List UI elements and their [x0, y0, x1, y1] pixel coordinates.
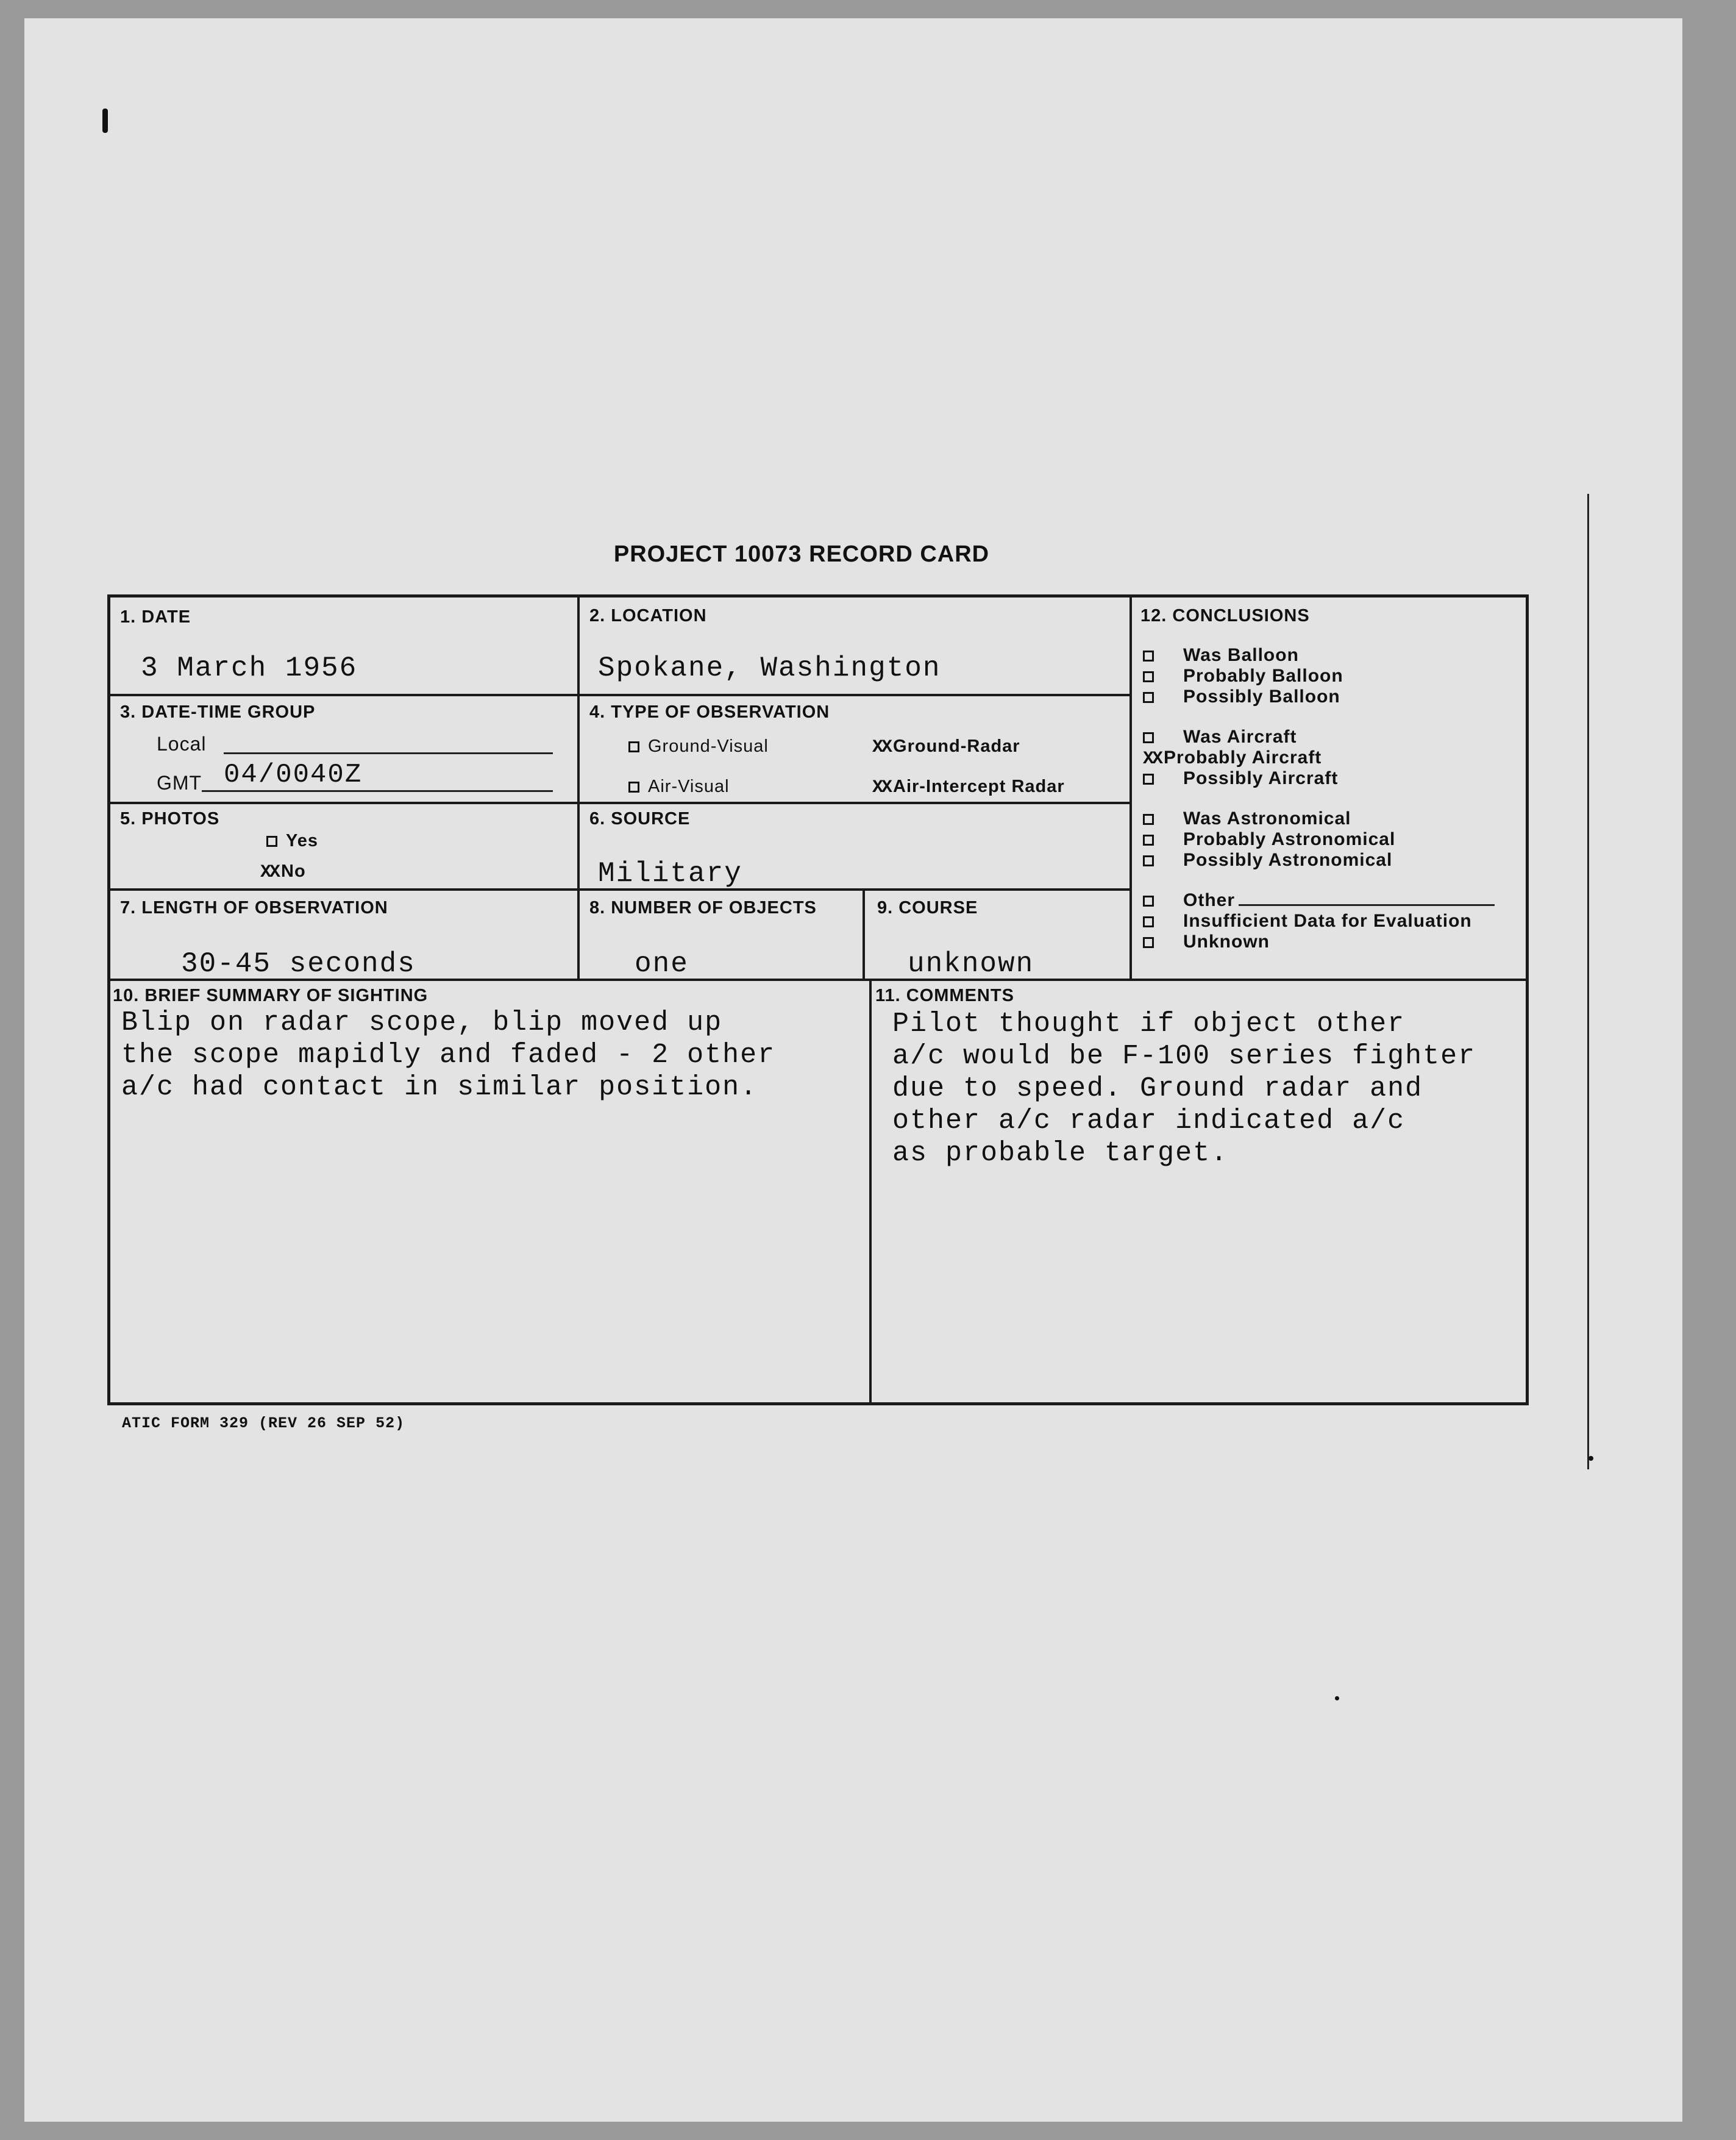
air-intercept-text: Air-Intercept Radar [893, 777, 1065, 796]
observation-cell [577, 694, 1129, 802]
conclusion-text: Was Aircraft [1183, 727, 1297, 747]
record-card [107, 594, 1529, 1405]
comments-text [892, 1008, 1476, 1169]
air-visual-checkbox [628, 782, 639, 793]
conclusion-option [1143, 727, 1297, 747]
photos-no-mark: XX [260, 862, 279, 883]
gmt-line [202, 790, 553, 792]
conclusion-text: Possibly Astronomical [1183, 850, 1393, 870]
course-label: 9. COURSE [877, 898, 978, 918]
photos-yes-option [266, 831, 318, 851]
conclusion-text: Possibly Balloon [1183, 687, 1340, 707]
photos-no-text: No [281, 861, 306, 881]
summary-line: Blip on radar scope, blip moved up [121, 1007, 723, 1038]
conclusion-option [1143, 747, 1322, 769]
photos-yes-text: Yes [286, 831, 318, 851]
comments-label: 11. COMMENTS [875, 986, 1014, 1005]
ground-radar-text: Ground-Radar [893, 737, 1020, 756]
conclusion-checkbox [1143, 937, 1154, 948]
conclusion-option [1143, 687, 1340, 707]
gmt-value: 04/0040Z [224, 760, 363, 790]
length-label: 7. LENGTH OF OBSERVATION [120, 898, 388, 918]
conclusion-text: Other [1183, 890, 1236, 910]
conclusion-checkbox [1143, 855, 1154, 866]
objects-label: 8. NUMBER OF OBJECTS [589, 898, 817, 918]
conclusion-text: Possibly Aircraft [1183, 768, 1339, 788]
conclusion-text: Probably Balloon [1183, 666, 1343, 686]
comment-line: a/c would be F-100 series fighter [892, 1041, 1476, 1072]
conclusion-checkbox [1143, 671, 1154, 682]
local-label: Local [157, 733, 207, 755]
conclusion-option [1143, 890, 1495, 911]
conclusion-checkbox [1143, 732, 1154, 743]
comment-line: due to speed. Ground radar and [892, 1073, 1423, 1104]
conclusion-text: Was Astronomical [1183, 808, 1351, 829]
length-cell [110, 888, 577, 979]
ground-visual-checkbox [628, 741, 639, 752]
card-title: PROJECT 10073 RECORD CARD [613, 541, 990, 567]
form-footer: ATIC FORM 329 (REV 26 SEP 52) [122, 1414, 405, 1432]
local-line [224, 752, 553, 754]
location-label: 2. LOCATION [589, 606, 707, 626]
conclusion-text: Insufficient Data for Evaluation [1183, 911, 1472, 931]
air-visual-text: Air-Visual [648, 777, 730, 796]
conclusion-option [1143, 768, 1338, 789]
conclusion-mark: XX [1143, 749, 1162, 769]
objects-value: one [635, 948, 689, 980]
source-label: 6. SOURCE [589, 809, 691, 829]
ground-visual-text: Ground-Visual [648, 737, 769, 756]
air-intercept-option [872, 777, 1065, 798]
photos-cell [110, 802, 577, 888]
conclusions-label: 12. CONCLUSIONS [1140, 606, 1310, 626]
course-value: unknown [908, 948, 1034, 980]
location-value: Spokane, Washington [598, 652, 941, 684]
source-cell [577, 802, 1129, 888]
conclusion-checkbox [1143, 692, 1154, 703]
date-cell [110, 597, 577, 694]
conclusion-option [1143, 808, 1351, 829]
conclusion-option [1143, 645, 1299, 666]
date-value: 3 March 1956 [141, 652, 358, 684]
conclusions-cell [1129, 597, 1526, 979]
summary-line: a/c had contact in similar position. [121, 1072, 758, 1103]
speck [1588, 1456, 1593, 1461]
photos-no-option [260, 861, 306, 883]
edge-line [1587, 494, 1589, 1469]
date-label: 1. DATE [120, 607, 191, 627]
photos-label: 5. PHOTOS [120, 809, 220, 829]
length-value: 30-45 seconds [181, 948, 416, 980]
summary-cell [110, 979, 869, 1402]
photos-yes-checkbox [266, 836, 277, 847]
summary-label: 10. BRIEF SUMMARY OF SIGHTING [113, 986, 429, 1005]
conclusion-option [1143, 829, 1395, 850]
objects-cell [577, 888, 863, 979]
conclusion-text: Probably Astronomical [1183, 829, 1396, 849]
conclusion-checkbox [1143, 916, 1154, 927]
conclusion-checkbox [1143, 814, 1154, 825]
comment-line: other a/c radar indicated a/c [892, 1105, 1406, 1136]
ground-radar-mark: XX [872, 737, 891, 758]
ground-visual-option [628, 737, 769, 757]
conclusion-text: Probably Aircraft [1164, 747, 1322, 768]
observation-label: 4. TYPE OF OBSERVATION [589, 702, 830, 722]
dtg-cell [110, 694, 577, 802]
conclusion-option [1143, 666, 1343, 687]
source-value: Military [598, 858, 742, 890]
speck [1335, 1696, 1339, 1700]
conclusion-checkbox [1143, 835, 1154, 846]
conclusion-text: Was Balloon [1183, 645, 1299, 665]
conclusion-option [1143, 850, 1392, 871]
conclusion-option [1143, 911, 1472, 932]
conclusion-checkbox [1143, 774, 1154, 785]
speck [102, 109, 108, 133]
conclusion-text: Unknown [1183, 932, 1270, 952]
dtg-label: 3. DATE-TIME GROUP [120, 702, 316, 722]
conclusion-checkbox [1143, 896, 1154, 907]
summary-line: the scope mapidly and faded - 2 other [121, 1040, 776, 1071]
air-visual-option [628, 777, 730, 797]
gmt-label: GMT [157, 772, 202, 794]
air-intercept-mark: XX [872, 777, 891, 798]
comment-line: Pilot thought if object other [892, 1008, 1406, 1040]
conclusion-checkbox [1143, 651, 1154, 662]
conclusion-option [1143, 932, 1270, 952]
comments-cell [869, 979, 1526, 1402]
ground-radar-option [872, 737, 1020, 758]
course-cell [863, 888, 1129, 979]
other-line [1239, 904, 1495, 906]
comment-line: as probable target. [892, 1138, 1229, 1169]
summary-text [121, 1007, 775, 1104]
location-cell [577, 597, 1129, 694]
